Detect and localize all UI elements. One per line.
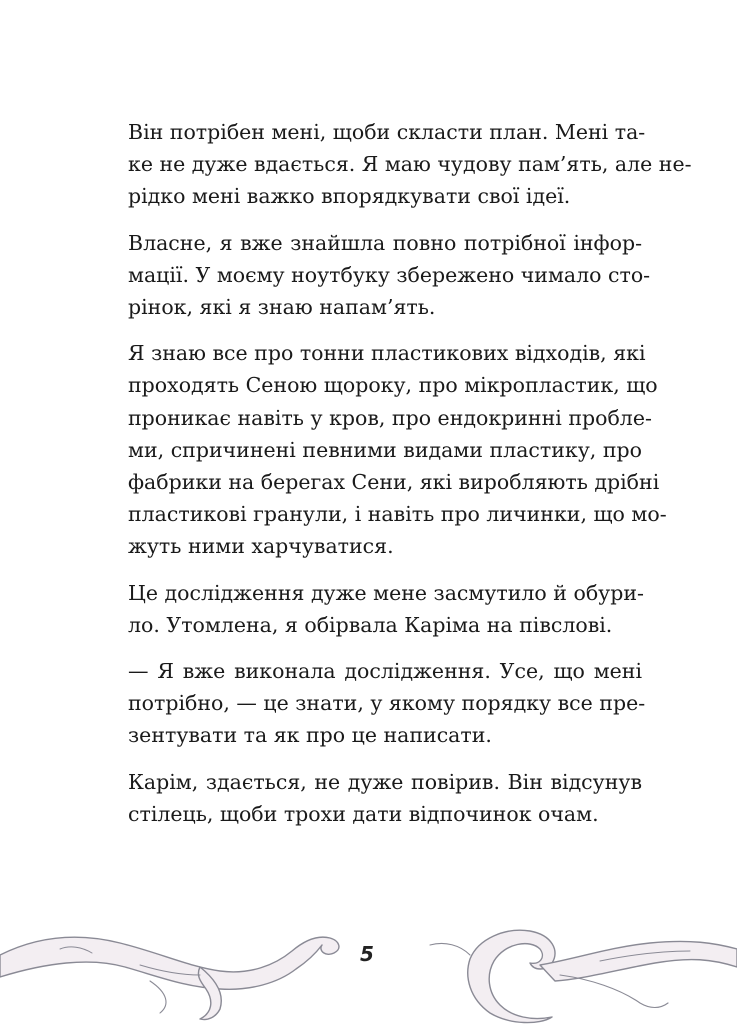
text-line: рінок, які я знаю напам’ять. [128, 295, 436, 320]
text-line: жуть ними харчуватися. [128, 534, 394, 559]
text-line: потрібно, — це знати, у якому порядку все пре- [128, 691, 646, 716]
text-line: Карім, здається, не дуже повірив. Він відсунув [128, 769, 642, 794]
text-line: ло. Утомлена, я обірвала Каріма на півслові. [128, 612, 613, 637]
paragraph-4 [128, 577, 642, 641]
page-number: 5 [360, 942, 374, 966]
body-text [128, 116, 692, 830]
paragraph-5 [128, 655, 646, 752]
text-line: рідко мені важко впорядкувати свої ідеї. [128, 184, 571, 209]
paragraph-6 [128, 766, 642, 830]
paragraph-2 [128, 227, 651, 324]
text-line: Я знаю все про тонни пластикових відходів, які [128, 341, 646, 366]
text-line: Це дослідження дуже мене засмутило й обури- [128, 580, 644, 605]
text-line: Власне, я вже знайшла повно потрібної інфор- [128, 230, 642, 255]
text-line: ке не дуже вдається. Я маю чудову пам’ять, але не- [128, 152, 692, 177]
paragraph-3 [128, 337, 667, 562]
text-line: зентувати та як про це написати. [128, 723, 492, 748]
text-line: фабрики на берегах Сени, які виробляють дрібні [128, 470, 660, 495]
text-line: — Я вже виконала дослідження. Усе, що мені [128, 659, 642, 684]
paragraph-1 [128, 116, 692, 213]
text-line: мації. У моєму ноутбуку збережено чимало сто- [128, 262, 651, 287]
text-line: Він потрібен мені, щоби скласти план. Мені та- [128, 120, 646, 144]
text-line: проходять Сеною щороку, про мікропластик, що [128, 373, 658, 398]
text-line: ми, спричинені певними видами пластику, про [128, 437, 642, 462]
text-line: проникає навіть у кров, про ендокринні пробле- [128, 405, 652, 430]
text-line: стілець, щоби трохи дати відпочинок очам. [128, 801, 599, 826]
text-line: пластикові гранули, і навіть про личинки, що мо- [128, 502, 667, 527]
